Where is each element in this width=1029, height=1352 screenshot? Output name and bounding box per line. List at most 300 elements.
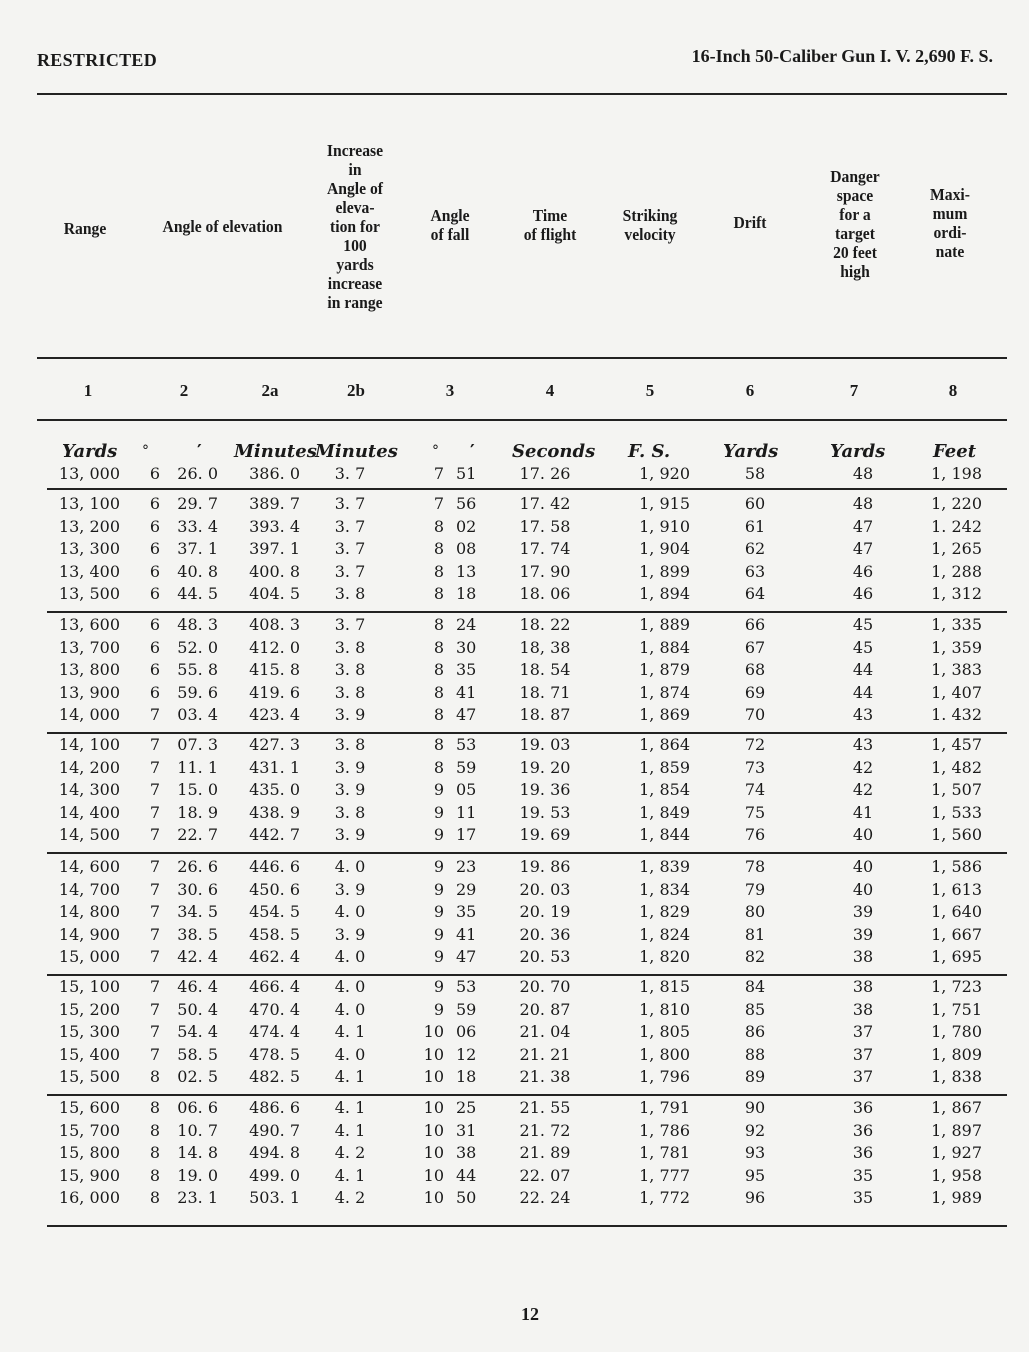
cell-elevation-degrees: 8 bbox=[149, 1165, 160, 1185]
cell-danger-space: 40 bbox=[852, 825, 874, 844]
colnum-2a: 2a bbox=[261, 381, 279, 400]
cell-elevation-degrees: 7 bbox=[149, 1044, 160, 1064]
cell-range: 15, 000 bbox=[58, 947, 120, 966]
cell-striking-velocity: 1, 879 bbox=[639, 660, 690, 679]
cell-range: 14, 200 bbox=[58, 757, 120, 777]
cell-max-ordinate: 1, 265 bbox=[931, 539, 982, 558]
cell-drift: 66 bbox=[744, 615, 766, 634]
cell-elevation-degrees: 7 bbox=[149, 879, 160, 899]
cell-danger-space: 45 bbox=[852, 615, 874, 634]
cell-drift: 76 bbox=[744, 825, 766, 844]
cell-fall-degrees: 8 bbox=[433, 637, 444, 657]
table-row bbox=[0, 1098, 1029, 1121]
header-line: space bbox=[836, 186, 874, 205]
cell-fall-minutes: 06 bbox=[456, 1022, 477, 1041]
cell-max-ordinate: 1, 613 bbox=[931, 879, 982, 899]
cell-striking-velocity: 1, 800 bbox=[639, 1044, 690, 1064]
cell-danger-space: 47 bbox=[852, 516, 874, 536]
table-row bbox=[0, 517, 1029, 540]
cell-drift: 72 bbox=[744, 735, 766, 754]
cell-elevation-minutes: 40. 8 bbox=[177, 561, 218, 581]
colnum-3: 3 bbox=[445, 381, 455, 400]
cell-striking-velocity: 1, 889 bbox=[639, 615, 690, 634]
cell-range: 16, 000 bbox=[58, 1188, 120, 1207]
cell-increase-per-100yd: 3. 8 bbox=[334, 802, 366, 822]
cell-max-ordinate: 1. 432 bbox=[931, 705, 982, 724]
cell-elevation-minutes: 03. 4 bbox=[177, 705, 218, 724]
cell-elevation-degrees: 7 bbox=[149, 735, 160, 754]
cell-max-ordinate: 1, 958 bbox=[931, 1165, 982, 1185]
header-drift: Drift bbox=[733, 213, 767, 232]
header-line: Time bbox=[532, 206, 568, 225]
cell-max-ordinate: 1, 897 bbox=[931, 1120, 982, 1140]
header-line: of flight bbox=[523, 225, 577, 244]
cell-drift: 93 bbox=[744, 1143, 766, 1162]
cell-time-of-flight: 18. 54 bbox=[519, 660, 571, 679]
table-row bbox=[0, 1067, 1029, 1090]
cell-range: 13, 100 bbox=[58, 494, 120, 513]
cell-increase-per-100yd: 4. 1 bbox=[334, 1022, 366, 1041]
cell-increase-per-100yd: 3. 8 bbox=[334, 660, 366, 679]
cell-drift: 95 bbox=[744, 1165, 766, 1185]
cell-range: 15, 500 bbox=[58, 1067, 120, 1086]
cell-striking-velocity: 1, 796 bbox=[639, 1067, 690, 1086]
cell-time-of-flight: 19. 86 bbox=[519, 857, 571, 876]
cell-elevation-total-minutes: 404. 5 bbox=[249, 584, 300, 603]
cell-danger-space: 35 bbox=[852, 1165, 874, 1185]
classification-label: RESTRICTED bbox=[37, 50, 158, 70]
cell-fall-degrees: 8 bbox=[433, 682, 444, 702]
cell-max-ordinate: 1, 809 bbox=[931, 1044, 982, 1064]
cell-striking-velocity: 1, 849 bbox=[639, 802, 690, 822]
cell-danger-space: 42 bbox=[852, 780, 874, 799]
header-line: in bbox=[348, 160, 362, 179]
cell-max-ordinate: 1, 383 bbox=[931, 660, 982, 679]
group-divider bbox=[47, 732, 1007, 734]
cell-time-of-flight: 19. 03 bbox=[519, 735, 571, 754]
cell-range: 15, 300 bbox=[58, 1022, 120, 1041]
cell-fall-minutes: 29 bbox=[456, 879, 477, 899]
cell-elevation-total-minutes: 490. 7 bbox=[249, 1120, 300, 1140]
cell-fall-minutes: 53 bbox=[456, 977, 477, 996]
page-number: 12 bbox=[521, 1304, 539, 1324]
header-line: Maxi- bbox=[930, 185, 970, 204]
cell-time-of-flight: 20. 53 bbox=[519, 947, 571, 966]
unit-2b: Minutes bbox=[315, 441, 398, 462]
cell-striking-velocity: 1, 859 bbox=[639, 757, 690, 777]
cell-range: 15, 100 bbox=[58, 977, 120, 996]
cell-elevation-total-minutes: 389. 7 bbox=[249, 494, 300, 513]
table-row bbox=[0, 562, 1029, 585]
colnum-6: 6 bbox=[745, 381, 755, 400]
cell-danger-space: 38 bbox=[852, 977, 874, 996]
header-line: in range bbox=[327, 293, 383, 312]
cell-striking-velocity: 1, 874 bbox=[639, 682, 690, 702]
cell-danger-space: 42 bbox=[852, 757, 874, 777]
cell-elevation-total-minutes: 415. 8 bbox=[249, 660, 300, 679]
cell-elevation-total-minutes: 454. 5 bbox=[249, 902, 300, 921]
cell-elevation-minutes: 33. 4 bbox=[177, 516, 218, 536]
cell-striking-velocity: 1, 920 bbox=[639, 464, 690, 483]
cell-fall-minutes: 44 bbox=[456, 1165, 477, 1185]
table-row bbox=[0, 735, 1029, 758]
header-rule bbox=[37, 93, 1007, 95]
cell-increase-per-100yd: 3. 9 bbox=[334, 825, 366, 844]
unit-elev-deg: ° bbox=[142, 443, 149, 459]
cell-striking-velocity: 1, 777 bbox=[639, 1165, 690, 1185]
header-line: target bbox=[835, 224, 875, 243]
cell-drift: 86 bbox=[744, 1022, 766, 1041]
cell-fall-minutes: 18 bbox=[456, 1067, 477, 1086]
cell-max-ordinate: 1, 359 bbox=[931, 637, 982, 657]
cell-range: 14, 400 bbox=[58, 802, 120, 822]
cell-elevation-minutes: 19. 0 bbox=[177, 1165, 218, 1185]
cell-drift: 69 bbox=[744, 682, 766, 702]
cell-range: 13, 600 bbox=[58, 615, 120, 634]
cell-range: 13, 800 bbox=[58, 660, 120, 679]
cell-elevation-total-minutes: 400. 8 bbox=[249, 561, 300, 581]
cell-fall-degrees: 9 bbox=[433, 879, 444, 899]
cell-increase-per-100yd: 3. 8 bbox=[334, 735, 366, 754]
cell-increase-per-100yd: 3. 9 bbox=[334, 879, 366, 899]
cell-elevation-minutes: 59. 6 bbox=[177, 682, 218, 702]
cell-max-ordinate: 1, 560 bbox=[931, 825, 982, 844]
cell-danger-space: 39 bbox=[852, 924, 874, 944]
cell-fall-degrees: 10 bbox=[423, 1188, 444, 1207]
header-line: Angle of bbox=[326, 179, 384, 198]
cell-elevation-degrees: 6 bbox=[149, 494, 160, 513]
cell-max-ordinate: 1, 667 bbox=[931, 924, 982, 944]
cell-elevation-degrees: 7 bbox=[149, 947, 160, 966]
cell-striking-velocity: 1, 915 bbox=[639, 494, 690, 513]
cell-fall-degrees: 10 bbox=[423, 1022, 444, 1041]
table-row bbox=[0, 857, 1029, 880]
cell-elevation-degrees: 8 bbox=[149, 1143, 160, 1162]
cell-fall-minutes: 53 bbox=[456, 735, 477, 754]
colnum-4: 4 bbox=[545, 381, 555, 400]
cell-elevation-total-minutes: 482. 5 bbox=[249, 1067, 300, 1086]
cell-elevation-degrees: 7 bbox=[149, 780, 160, 799]
cell-time-of-flight: 18. 71 bbox=[519, 682, 571, 702]
cell-time-of-flight: 20. 87 bbox=[519, 999, 571, 1019]
header-rule-2 bbox=[37, 419, 1007, 421]
cell-elevation-total-minutes: 462. 4 bbox=[249, 947, 300, 966]
cell-elevation-minutes: 52. 0 bbox=[177, 637, 218, 657]
cell-striking-velocity: 1, 834 bbox=[639, 879, 690, 899]
header-rule-1 bbox=[37, 357, 1007, 359]
cell-danger-space: 48 bbox=[852, 464, 874, 483]
cell-time-of-flight: 21. 89 bbox=[519, 1143, 571, 1162]
header-line: eleva- bbox=[335, 198, 375, 217]
cell-elevation-degrees: 6 bbox=[149, 615, 160, 634]
cell-fall-minutes: 56 bbox=[456, 494, 477, 513]
cell-elevation-minutes: 26. 0 bbox=[177, 464, 218, 483]
cell-max-ordinate: 1, 695 bbox=[931, 947, 982, 966]
cell-elevation-total-minutes: 486. 6 bbox=[249, 1098, 300, 1117]
cell-danger-space: 47 bbox=[852, 539, 874, 558]
cell-fall-degrees: 10 bbox=[423, 1067, 444, 1086]
cell-max-ordinate: 1, 407 bbox=[931, 682, 982, 702]
cell-range: 13, 500 bbox=[58, 584, 120, 603]
cell-elevation-total-minutes: 494. 8 bbox=[249, 1143, 300, 1162]
cell-striking-velocity: 1, 904 bbox=[639, 539, 690, 558]
cell-range: 14, 100 bbox=[58, 735, 120, 754]
cell-fall-minutes: 30 bbox=[456, 637, 477, 657]
group-divider bbox=[47, 974, 1007, 976]
cell-increase-per-100yd: 4. 1 bbox=[334, 1098, 366, 1117]
header-range: Range bbox=[63, 219, 107, 238]
cell-danger-space: 46 bbox=[852, 561, 874, 581]
cell-elevation-minutes: 23. 1 bbox=[177, 1188, 218, 1207]
cell-elevation-degrees: 7 bbox=[149, 825, 160, 844]
cell-danger-space: 40 bbox=[852, 879, 874, 899]
cell-time-of-flight: 22. 07 bbox=[519, 1165, 571, 1185]
cell-elevation-minutes: 29. 7 bbox=[177, 494, 218, 513]
cell-range: 13, 700 bbox=[58, 637, 120, 657]
unit-fall-deg: ° bbox=[432, 443, 439, 459]
cell-danger-space: 43 bbox=[852, 705, 874, 724]
cell-striking-velocity: 1, 839 bbox=[639, 857, 690, 876]
cell-elevation-total-minutes: 478. 5 bbox=[249, 1044, 300, 1064]
unit-time: Seconds bbox=[512, 441, 596, 462]
cell-drift: 92 bbox=[744, 1120, 766, 1140]
header-line: velocity bbox=[624, 225, 676, 244]
table-row bbox=[0, 660, 1029, 683]
cell-danger-space: 39 bbox=[852, 902, 874, 921]
cell-fall-minutes: 02 bbox=[456, 516, 477, 536]
cell-elevation-degrees: 7 bbox=[149, 802, 160, 822]
cell-fall-minutes: 11 bbox=[456, 802, 477, 822]
cell-elevation-total-minutes: 438. 9 bbox=[249, 802, 300, 822]
cell-elevation-degrees: 7 bbox=[149, 924, 160, 944]
cell-fall-degrees: 10 bbox=[423, 1044, 444, 1064]
cell-fall-minutes: 18 bbox=[456, 584, 477, 603]
header-line: tion for bbox=[330, 217, 380, 236]
cell-fall-minutes: 35 bbox=[456, 902, 477, 921]
colnum-2b: 2b bbox=[347, 381, 365, 400]
cell-elevation-minutes: 30. 6 bbox=[177, 879, 218, 899]
cell-max-ordinate: 1, 780 bbox=[931, 1022, 982, 1041]
table-row bbox=[0, 977, 1029, 1000]
table-row bbox=[0, 683, 1029, 706]
cell-elevation-minutes: 02. 5 bbox=[177, 1067, 218, 1086]
cell-elevation-minutes: 55. 8 bbox=[177, 660, 218, 679]
cell-elevation-minutes: 48. 3 bbox=[177, 615, 218, 634]
cell-elevation-minutes: 44. 5 bbox=[177, 584, 218, 603]
table-row bbox=[0, 880, 1029, 903]
cell-fall-minutes: 24 bbox=[456, 615, 477, 634]
cell-fall-degrees: 10 bbox=[423, 1120, 444, 1140]
cell-elevation-total-minutes: 446. 6 bbox=[249, 857, 300, 876]
cell-max-ordinate: 1, 335 bbox=[931, 615, 982, 634]
cell-increase-per-100yd: 3. 9 bbox=[334, 705, 366, 724]
cell-time-of-flight: 22. 24 bbox=[519, 1188, 571, 1207]
cell-time-of-flight: 18. 06 bbox=[519, 584, 571, 603]
cell-elevation-minutes: 15. 0 bbox=[177, 780, 218, 799]
cell-increase-per-100yd: 4. 0 bbox=[334, 857, 366, 876]
header-line: Danger bbox=[830, 167, 880, 186]
group-divider bbox=[47, 611, 1007, 613]
cell-danger-space: 38 bbox=[852, 947, 874, 966]
cell-fall-degrees: 8 bbox=[433, 584, 444, 603]
cell-fall-minutes: 47 bbox=[456, 947, 477, 966]
cell-time-of-flight: 17. 42 bbox=[519, 494, 571, 513]
cell-fall-minutes: 41 bbox=[456, 682, 477, 702]
cell-drift: 75 bbox=[744, 802, 766, 822]
cell-drift: 63 bbox=[744, 561, 766, 581]
cell-time-of-flight: 17. 90 bbox=[519, 561, 571, 581]
cell-time-of-flight: 21. 72 bbox=[519, 1120, 571, 1140]
header-line: yards bbox=[336, 255, 374, 274]
cell-fall-degrees: 8 bbox=[433, 735, 444, 754]
cell-fall-minutes: 13 bbox=[456, 561, 477, 581]
header-increase bbox=[314, 141, 397, 312]
cell-elevation-total-minutes: 419. 6 bbox=[249, 682, 300, 702]
cell-elevation-minutes: 38. 5 bbox=[177, 924, 218, 944]
cell-drift: 78 bbox=[744, 857, 766, 876]
header-line: of fall bbox=[430, 225, 470, 244]
cell-drift: 61 bbox=[744, 516, 766, 536]
cell-range: 13, 400 bbox=[58, 561, 120, 581]
cell-fall-minutes: 47 bbox=[456, 705, 477, 724]
cell-time-of-flight: 19. 20 bbox=[519, 757, 571, 777]
cell-elevation-degrees: 8 bbox=[149, 1120, 160, 1140]
cell-elevation-minutes: 50. 4 bbox=[177, 999, 218, 1019]
cell-elevation-minutes: 14. 8 bbox=[177, 1143, 218, 1162]
cell-fall-minutes: 23 bbox=[456, 857, 477, 876]
cell-elevation-total-minutes: 503. 1 bbox=[249, 1188, 300, 1207]
cell-increase-per-100yd: 3. 9 bbox=[334, 924, 366, 944]
cell-striking-velocity: 1, 810 bbox=[639, 999, 690, 1019]
cell-fall-degrees: 8 bbox=[433, 660, 444, 679]
header-line: Angle bbox=[430, 206, 470, 225]
cell-time-of-flight: 21. 38 bbox=[519, 1067, 571, 1086]
cell-fall-minutes: 51 bbox=[456, 464, 477, 483]
table-row bbox=[0, 494, 1029, 517]
cell-range: 15, 200 bbox=[58, 999, 120, 1019]
cell-fall-degrees: 8 bbox=[433, 561, 444, 581]
cell-fall-degrees: 8 bbox=[433, 539, 444, 558]
cell-max-ordinate: 1, 838 bbox=[931, 1067, 982, 1086]
cell-increase-per-100yd: 3. 9 bbox=[334, 780, 366, 799]
cell-elevation-total-minutes: 458. 5 bbox=[249, 924, 300, 944]
cell-elevation-total-minutes: 450. 6 bbox=[249, 879, 300, 899]
cell-fall-minutes: 59 bbox=[456, 757, 477, 777]
cell-fall-degrees: 8 bbox=[433, 516, 444, 536]
cell-increase-per-100yd: 4. 0 bbox=[334, 902, 366, 921]
cell-fall-minutes: 50 bbox=[456, 1188, 477, 1207]
header-angle-elevation: Angle of elevation bbox=[162, 217, 283, 236]
cell-range: 13, 200 bbox=[58, 516, 120, 536]
cell-increase-per-100yd: 3. 7 bbox=[334, 561, 366, 581]
cell-time-of-flight: 19. 53 bbox=[519, 802, 571, 822]
cell-time-of-flight: 21. 21 bbox=[519, 1044, 571, 1064]
cell-time-of-flight: 19. 36 bbox=[519, 780, 571, 799]
cell-fall-minutes: 05 bbox=[456, 780, 477, 799]
table-row bbox=[0, 638, 1029, 661]
cell-elevation-minutes: 42. 4 bbox=[177, 947, 218, 966]
cell-fall-degrees: 8 bbox=[433, 705, 444, 724]
cell-fall-minutes: 59 bbox=[456, 999, 477, 1019]
header-line: Striking bbox=[622, 206, 678, 225]
cell-increase-per-100yd: 4. 2 bbox=[334, 1143, 366, 1162]
cell-elevation-degrees: 7 bbox=[149, 757, 160, 777]
cell-time-of-flight: 17. 26 bbox=[519, 464, 571, 483]
cell-drift: 79 bbox=[744, 879, 766, 899]
header-line: mum bbox=[932, 204, 968, 223]
cell-fall-minutes: 17 bbox=[456, 825, 477, 844]
cell-danger-space: 37 bbox=[852, 1067, 874, 1086]
cell-increase-per-100yd: 3. 7 bbox=[334, 494, 366, 513]
cell-max-ordinate: 1, 640 bbox=[931, 902, 982, 921]
table-row bbox=[0, 464, 1029, 487]
cell-range: 14, 600 bbox=[58, 857, 120, 876]
cell-fall-minutes: 12 bbox=[456, 1044, 477, 1064]
cell-drift: 60 bbox=[744, 494, 766, 513]
cell-increase-per-100yd: 4. 1 bbox=[334, 1165, 366, 1185]
cell-elevation-degrees: 7 bbox=[149, 977, 160, 996]
cell-striking-velocity: 1, 815 bbox=[639, 977, 690, 996]
cell-max-ordinate: 1, 586 bbox=[931, 857, 982, 876]
cell-time-of-flight: 20. 19 bbox=[519, 902, 571, 921]
cell-max-ordinate: 1, 457 bbox=[931, 735, 982, 754]
cell-elevation-degrees: 7 bbox=[149, 1022, 160, 1041]
cell-range: 13, 900 bbox=[58, 682, 120, 702]
cell-fall-degrees: 10 bbox=[423, 1165, 444, 1185]
unit-ordinate: Feet bbox=[933, 441, 977, 462]
cell-time-of-flight: 18. 22 bbox=[519, 615, 571, 634]
cell-elevation-degrees: 8 bbox=[149, 1188, 160, 1207]
cell-increase-per-100yd: 3. 7 bbox=[334, 464, 366, 483]
cell-striking-velocity: 1, 854 bbox=[639, 780, 690, 799]
cell-elevation-total-minutes: 386. 0 bbox=[249, 464, 300, 483]
cell-increase-per-100yd: 4. 0 bbox=[334, 999, 366, 1019]
cell-elevation-total-minutes: 393. 4 bbox=[249, 516, 300, 536]
colnum-2: 2 bbox=[179, 381, 189, 400]
colnum-5: 5 bbox=[645, 381, 655, 400]
table-row bbox=[0, 780, 1029, 803]
cell-increase-per-100yd: 3. 7 bbox=[334, 615, 366, 634]
cell-increase-per-100yd: 4. 0 bbox=[334, 947, 366, 966]
cell-max-ordinate: 1, 507 bbox=[931, 780, 982, 799]
cell-max-ordinate: 1, 220 bbox=[931, 494, 982, 513]
header-line: Increase bbox=[326, 141, 384, 160]
cell-increase-per-100yd: 4. 0 bbox=[334, 1044, 366, 1064]
cell-elevation-degrees: 8 bbox=[149, 1098, 160, 1117]
cell-danger-space: 36 bbox=[852, 1143, 874, 1162]
cell-max-ordinate: 1, 198 bbox=[931, 464, 982, 483]
cell-elevation-minutes: 22. 7 bbox=[177, 825, 218, 844]
cell-striking-velocity: 1, 820 bbox=[639, 947, 690, 966]
cell-increase-per-100yd: 3. 7 bbox=[334, 516, 366, 536]
header-danger-space bbox=[814, 167, 897, 281]
cell-fall-degrees: 10 bbox=[423, 1098, 444, 1117]
cell-max-ordinate: 1, 989 bbox=[931, 1188, 982, 1207]
unit-fall-min: ′ bbox=[470, 441, 475, 462]
cell-danger-space: 45 bbox=[852, 637, 874, 657]
group-divider bbox=[47, 488, 1007, 490]
cell-danger-space: 35 bbox=[852, 1188, 874, 1207]
units-row bbox=[0, 441, 1029, 463]
cell-max-ordinate: 1, 867 bbox=[931, 1098, 982, 1117]
table-row bbox=[0, 539, 1029, 562]
cell-elevation-total-minutes: 470. 4 bbox=[249, 999, 300, 1019]
cell-elevation-degrees: 6 bbox=[149, 682, 160, 702]
cell-elevation-total-minutes: 466. 4 bbox=[249, 977, 300, 996]
cell-elevation-total-minutes: 423. 4 bbox=[249, 705, 300, 724]
cell-time-of-flight: 20. 70 bbox=[519, 977, 571, 996]
cell-danger-space: 41 bbox=[852, 802, 874, 822]
